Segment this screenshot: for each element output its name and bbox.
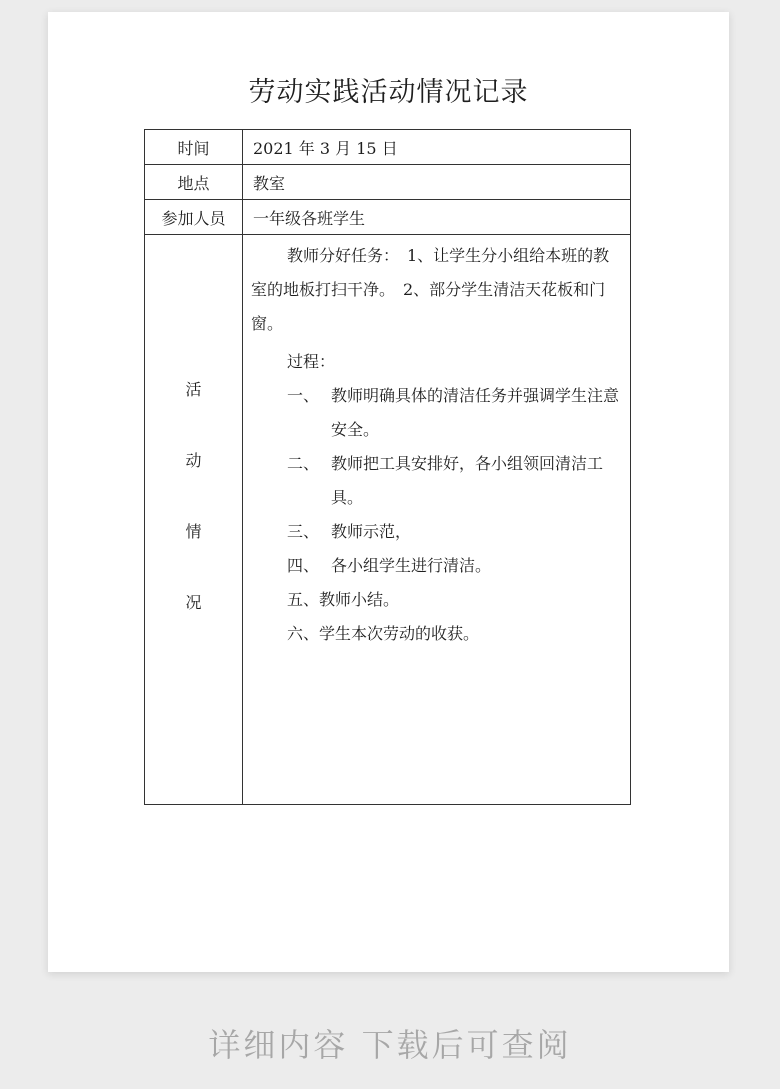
- step-number: 一、: [287, 386, 320, 405]
- step-text: 教师明确具体的清洁任务并强调学生注意安全。: [331, 386, 620, 439]
- participants-value: 一年级各班学生: [243, 200, 631, 235]
- time-value: 2021 年 3 月 15 日: [243, 130, 631, 165]
- process-step: [287, 515, 622, 549]
- step-number: 二、: [287, 454, 320, 473]
- record-table: [144, 129, 631, 805]
- process-label: 过程：: [287, 352, 336, 371]
- process-step: 五、教师小结。: [287, 590, 400, 609]
- process-step: [287, 549, 622, 583]
- document-page: [48, 12, 729, 972]
- step-number: 三、: [287, 522, 320, 541]
- participants-label: 参加人员: [145, 200, 243, 235]
- activity-label-char: 活: [185, 380, 202, 399]
- process-step: [287, 447, 622, 515]
- table-row-time: [145, 130, 631, 165]
- process-step: 六、学生本次劳动的收获。: [287, 624, 480, 643]
- activity-label: [145, 235, 243, 805]
- table-row-activity: [145, 235, 631, 805]
- activity-label-char: 动: [185, 451, 202, 470]
- time-label: 时间: [145, 130, 243, 165]
- activity-intro: 教师分好任务： 1、让学生分小组给本班的教室的地板打扫干净。 2、部分学生清洁天花板和门窗。: [251, 246, 610, 333]
- step-text: 各小组学生进行清洁。: [331, 556, 492, 575]
- table-row-place: [145, 165, 631, 200]
- table-row-participants: [145, 200, 631, 235]
- process-step: [287, 379, 622, 447]
- place-value: 教室: [243, 165, 631, 200]
- step-text: 教师把工具安排好，各小组领回清洁工具。: [331, 454, 604, 507]
- download-hint: 详细内容 下载后可查阅: [208, 1026, 572, 1064]
- document-title: 劳动实践活动情况记录: [248, 77, 529, 108]
- activity-label-char: 况: [185, 593, 202, 612]
- place-label: 地点: [145, 165, 243, 200]
- activity-content: [243, 235, 631, 805]
- step-number: 四、: [287, 556, 320, 575]
- activity-label-char: 情: [185, 522, 202, 541]
- step-text: 教师示范，: [331, 522, 412, 541]
